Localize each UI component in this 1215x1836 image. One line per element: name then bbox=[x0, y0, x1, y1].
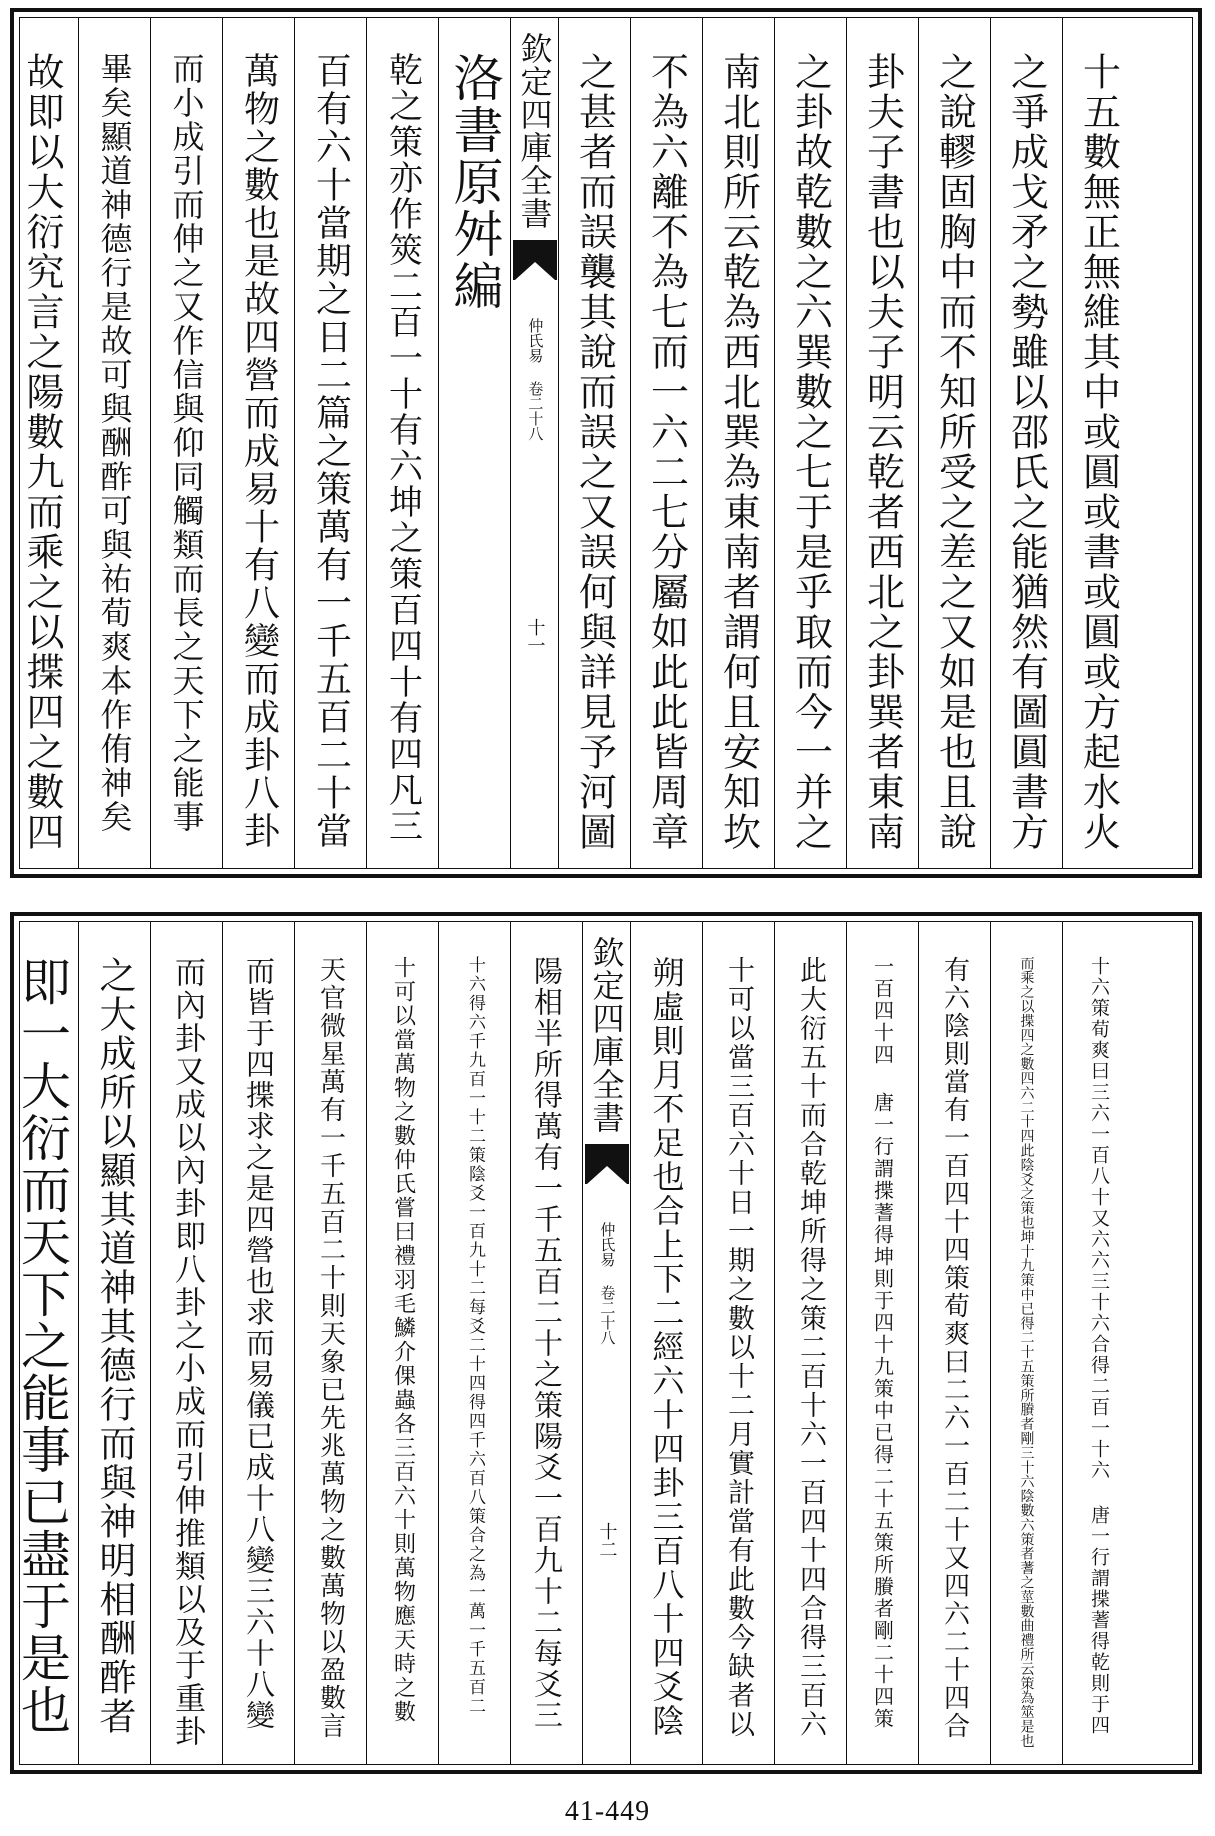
text-column: 而皆于四揲求之是四營也求而易儀已成十八變三六十八變 bbox=[222, 922, 294, 1764]
text-column: 朔虛則月不足也合上下二經六十四卦三百八十四爻陰 bbox=[630, 922, 702, 1764]
center-fold bbox=[582, 922, 630, 1764]
text-column: 而小成引而伸之又作信與仰同觸類而長之天下之能事 bbox=[150, 18, 222, 868]
text-column: 故即以大衍究言之陽數九而乘之以揲四之數四 bbox=[20, 52, 64, 852]
text-column: 卦夫子書也以夫子明云乾者西北之卦巽者東南 bbox=[846, 18, 918, 868]
text-column: 陽相半所得萬有一千五百二十之策陽爻一百九十二每爻三 bbox=[510, 922, 582, 1764]
text-column: 之甚者而誤襲其說而誤之又誤何與詳見予河圖 bbox=[558, 18, 630, 868]
text-column: 之大成所以顯其道神其德行而與神明相酬酢者 bbox=[78, 922, 150, 1764]
page-number: 十一 bbox=[524, 618, 546, 654]
page-footer-number: 41-449 bbox=[564, 1796, 651, 1827]
text-column: 洛書原舛編 bbox=[438, 18, 510, 868]
text-column: 之說轇固胸中而不知所受之差之又如是也且說 bbox=[918, 18, 990, 868]
text-column: 十可以當三百六十日一期之數以十二月實計當有此數今缺者以 bbox=[702, 922, 774, 1764]
text-column: 天官微星萬有一千五百二十則天象已先兆萬物之數萬物以盈數言 bbox=[294, 922, 366, 1764]
text-column: 而乘之以揲四之數四六二十四此陰爻之策也坤十九策中已得二十五策所賸者剛三十六陰數六策者蓍之莖數曲禮所云策為筮是也 bbox=[990, 922, 1062, 1764]
text-column: 十六得六千九百一十二策陰爻一百九十二每爻二十四得四千六百八策合之為一萬一千五百二 bbox=[438, 922, 510, 1764]
page-number: 十二 bbox=[596, 1522, 618, 1558]
text-column: 十可以當萬物之數仲氏嘗曰禮羽毛鱗介倮蟲各三百六十則萬物應天時之數 bbox=[366, 922, 438, 1764]
text-column: 之爭成戈矛之勢雖以邵氏之能猶然有圖圓書方 bbox=[990, 18, 1062, 868]
text-column: 此大衍五十而合乾坤所得之策二百十六一百四十四合得三百六 bbox=[774, 922, 846, 1764]
text-column: 有六陰則當有一百四十四策荀爽曰二六一百二十又四六二十四合 bbox=[918, 922, 990, 1764]
fishtail-ornament bbox=[513, 240, 557, 280]
center-fold bbox=[510, 18, 558, 868]
bottom-page bbox=[10, 912, 1202, 1774]
text-column: 即一大衍而天下之能事已盡于是也 bbox=[13, 956, 71, 1736]
text-column: 之卦故乾數之六巽數之七于是乎取而今一并之 bbox=[774, 18, 846, 868]
volume-label: 仲氏易 卷二十八 bbox=[526, 318, 545, 441]
text-column: 而內卦又成以內卦即八卦之小成而引伸推類以及于重卦 bbox=[150, 922, 222, 1764]
top-page bbox=[10, 8, 1202, 878]
text-column: 不為六離不為七而一六二七分屬如此此皆周章 bbox=[630, 18, 702, 868]
bottom-page-frame bbox=[13, 921, 1193, 1765]
fishtail-ornament bbox=[585, 1144, 629, 1184]
text-column: 畢矣顯道神德行是故可與酬酢可與祐荀爽本作侑神矣 bbox=[78, 18, 150, 868]
text-column: 一百四十四 唐一行謂揲蓍得坤則于四十九策中已得二十五策所賸者剛二十四策 bbox=[846, 922, 918, 1764]
text-column: 萬物之數也是故四營而成易十有八變而成卦八卦 bbox=[222, 18, 294, 868]
center-title: 欽定四庫全書 bbox=[587, 936, 626, 1134]
text-column: 十六策荀爽曰三六一百八十又六六三十六合得二百一十六 唐一行謂揲蓍得乾則于四 bbox=[1062, 922, 1134, 1764]
text-column bbox=[0, 18, 6, 868]
volume-label: 仲氏易 卷二十八 bbox=[598, 1222, 617, 1345]
text-column: 百有六十當期之日二篇之策萬有一千五百二十當 bbox=[294, 18, 366, 868]
text-column: 十五數無正無維其中或圓或書或圓或方起水火 bbox=[1062, 18, 1134, 868]
text-column: 南北則所云乾為西北巽為東南者謂何且安知坎 bbox=[702, 18, 774, 868]
text-column: 乾之策亦作筴二百一十有六坤之策百四十有四凡三 bbox=[366, 18, 438, 868]
center-title: 欽定四庫全書 bbox=[515, 32, 554, 230]
top-page-frame bbox=[19, 17, 1193, 869]
